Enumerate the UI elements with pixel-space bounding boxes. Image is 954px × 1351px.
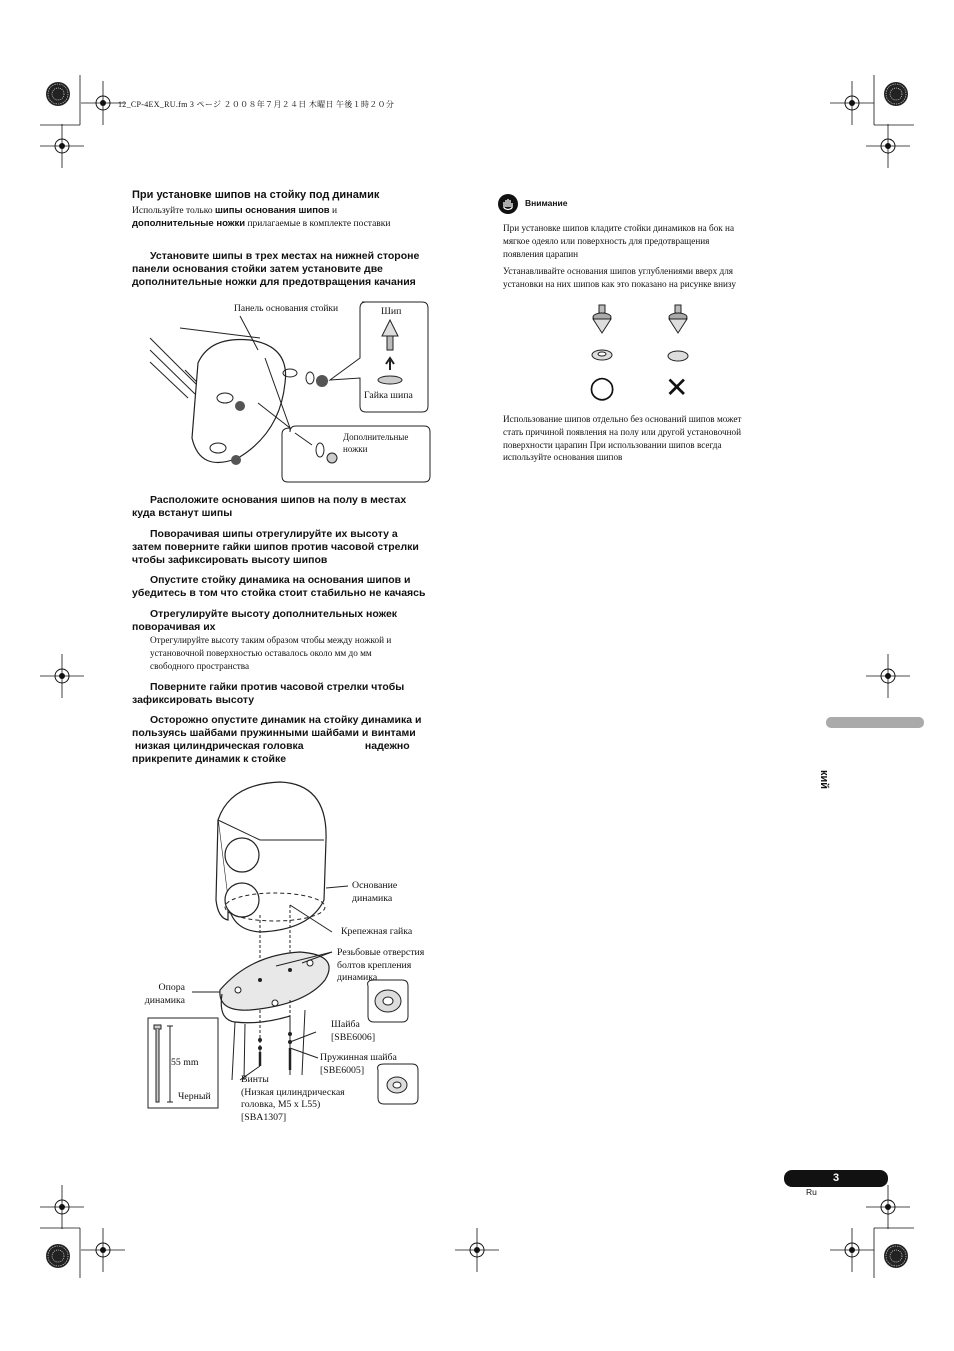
page-language: Ru	[806, 1187, 817, 1197]
label-line: Опора	[158, 982, 185, 993]
caution-title: Внимание	[525, 198, 568, 208]
step-line: низкая цилиндрическая головка надежно	[132, 740, 410, 752]
intro-text: и	[332, 206, 338, 216]
label-line: Пружинная шайба	[320, 1052, 397, 1063]
label-line: Винты	[241, 1074, 269, 1085]
caution-line: установки на них шипов как это показано на рисунке внизу	[503, 278, 736, 289]
step-line: дополнительные ножки для предотвращения качания	[132, 276, 416, 288]
step-line: прикрепите динамик к стойке	[132, 753, 287, 765]
step-5-note	[132, 634, 462, 672]
washer-label	[331, 1019, 375, 1044]
step-line: Опустите стойку динамика на основания шипов и	[150, 574, 411, 586]
caution-line: мягкое одеяло или поверхность для предотвращения	[503, 235, 710, 246]
step-line: затем поверните гайки шипов против часовой стрелки	[132, 541, 419, 553]
crosshair-icon	[40, 124, 84, 168]
crosshair-icon	[40, 1185, 84, 1229]
step-line: панели основания стойки затем установите две	[132, 263, 383, 275]
note-line: установочной поверхностью оставалось около мм до мм	[150, 647, 372, 658]
screw-color-label: Черный	[178, 1091, 211, 1102]
crosshair-icon	[830, 1228, 874, 1272]
intro-bold: шипы основания шипов	[214, 205, 330, 216]
section-intro	[132, 205, 472, 230]
label-line: головка, M5 x L55)	[241, 1099, 321, 1110]
star-target-icon	[884, 1244, 908, 1268]
incorrect-symbol-icon: ✕	[665, 371, 689, 404]
label-line: [SBE6006]	[331, 1031, 376, 1043]
caution-paragraph-3	[503, 413, 803, 464]
step-3	[132, 528, 462, 567]
crosshair-icon	[866, 1185, 910, 1229]
step-2	[132, 494, 462, 520]
screw-length-label: 55 mm	[171, 1057, 199, 1068]
caution-hand-icon	[498, 194, 518, 214]
label-line: Шайба	[331, 1019, 360, 1030]
panel-label: Панель основания стойки	[234, 304, 339, 314]
section-title: При установке шипов на стойку под динамик	[132, 189, 380, 201]
step-line: куда встанут шипы	[132, 507, 233, 519]
crosshair-icon	[866, 654, 910, 698]
step-line: Расположите основания шипов на полу в местах	[150, 494, 407, 506]
crosshair-icon	[40, 654, 84, 698]
caution-line: При установке шипов кладите стойки динамиков на бок на	[503, 223, 735, 233]
step-line: чтобы зафиксировать высоту шипов	[132, 554, 328, 566]
step-1	[132, 250, 452, 289]
caution-paragraph-2	[503, 265, 803, 291]
crosshair-icon	[866, 124, 910, 168]
correct-symbol-icon: ○	[589, 370, 616, 405]
step-line: поворачивая их	[132, 621, 216, 633]
step-line: пользуясь шайбами пружинными шайбами и винтами	[132, 727, 416, 739]
spike-nut-label: Гайка шипа	[364, 390, 413, 401]
step-7	[132, 714, 462, 766]
caution-line: поверхности царапин При использовании шипов всегда	[503, 439, 722, 450]
caution-paragraph-1	[503, 222, 803, 260]
step-line: Поворачивая шипы отрегулируйте их высоту а	[150, 528, 398, 540]
caution-line: Использование шипов отдельно без оснований шипов может	[503, 414, 742, 424]
label-line: Резьбовые отверстия	[337, 947, 425, 958]
step-4	[132, 574, 462, 600]
side-tab-label: кий	[818, 770, 830, 790]
label-line: динамика	[352, 892, 393, 904]
extra-feet-line: ножки	[343, 444, 368, 454]
star-target-icon	[46, 82, 70, 106]
spike-label: Шип	[381, 306, 402, 317]
intro-bold: дополнительные ножки	[132, 217, 246, 229]
label-line: Основание	[352, 880, 398, 891]
crosshair-icon	[81, 1228, 125, 1272]
step-line: убедитесь в том что стойка стоит стабильно не качаясь	[132, 587, 426, 599]
step-line: Отрегулируйте высоту дополнительных ножек	[150, 608, 398, 620]
intro-text: прилагаемые в комплекте поставки	[247, 218, 391, 229]
note-line: Отрегулируйте высоту таким образом чтобы между ножкой и	[150, 635, 392, 645]
caution-line: появления царапин	[503, 248, 579, 259]
step-line: Поверните гайки против часовой стрелки чтобы	[150, 681, 405, 693]
side-tab-bar	[826, 717, 924, 728]
fix-nut-label: Крепежная гайка	[341, 926, 413, 937]
label-line: динамика	[144, 994, 185, 1006]
step-line: Установите шипы в трех местах на нижней стороне	[150, 250, 420, 262]
star-target-icon	[884, 82, 908, 106]
caution-line: Устанавливайте основания шипов углублениями вверх для	[503, 266, 734, 276]
label-line: (Низкая цилиндрическая	[241, 1086, 345, 1098]
note-line: свободного пространства	[150, 660, 250, 671]
intro-text: Используйте только	[132, 206, 213, 216]
crosshair-icon	[455, 1228, 499, 1272]
extra-feet-label	[343, 431, 408, 455]
page-number: 3	[784, 1170, 888, 1187]
star-target-icon	[46, 1244, 70, 1268]
caution-line: используйте основания шипов	[503, 452, 623, 463]
threaded-holes-label	[337, 947, 424, 985]
step-line: зафиксировать высоту	[132, 694, 255, 706]
stand-label	[137, 982, 185, 1007]
crosshair-icon	[81, 81, 125, 125]
step-5	[132, 608, 462, 634]
caution-line: стать причиной появления на полу или другой установочной	[503, 426, 742, 437]
file-info: 12_CP-4EX_RU.fm 3 ページ ２００８年７月２４日 木曜日 午後１時２０分	[118, 100, 395, 109]
crosshair-icon	[830, 81, 874, 125]
step-6	[132, 681, 462, 707]
label-line: болтов крепления	[337, 959, 412, 971]
step-line: Осторожно опустите динамик на стойку динамика и	[150, 714, 422, 726]
screws-label	[241, 1074, 345, 1124]
label-line: динамика	[337, 972, 378, 983]
label-line: [SBA1307]	[241, 1111, 287, 1123]
speaker-base-label	[352, 880, 397, 905]
extra-feet-line: Дополнительные	[343, 432, 409, 442]
label-line: [SBE6005]	[320, 1064, 365, 1076]
